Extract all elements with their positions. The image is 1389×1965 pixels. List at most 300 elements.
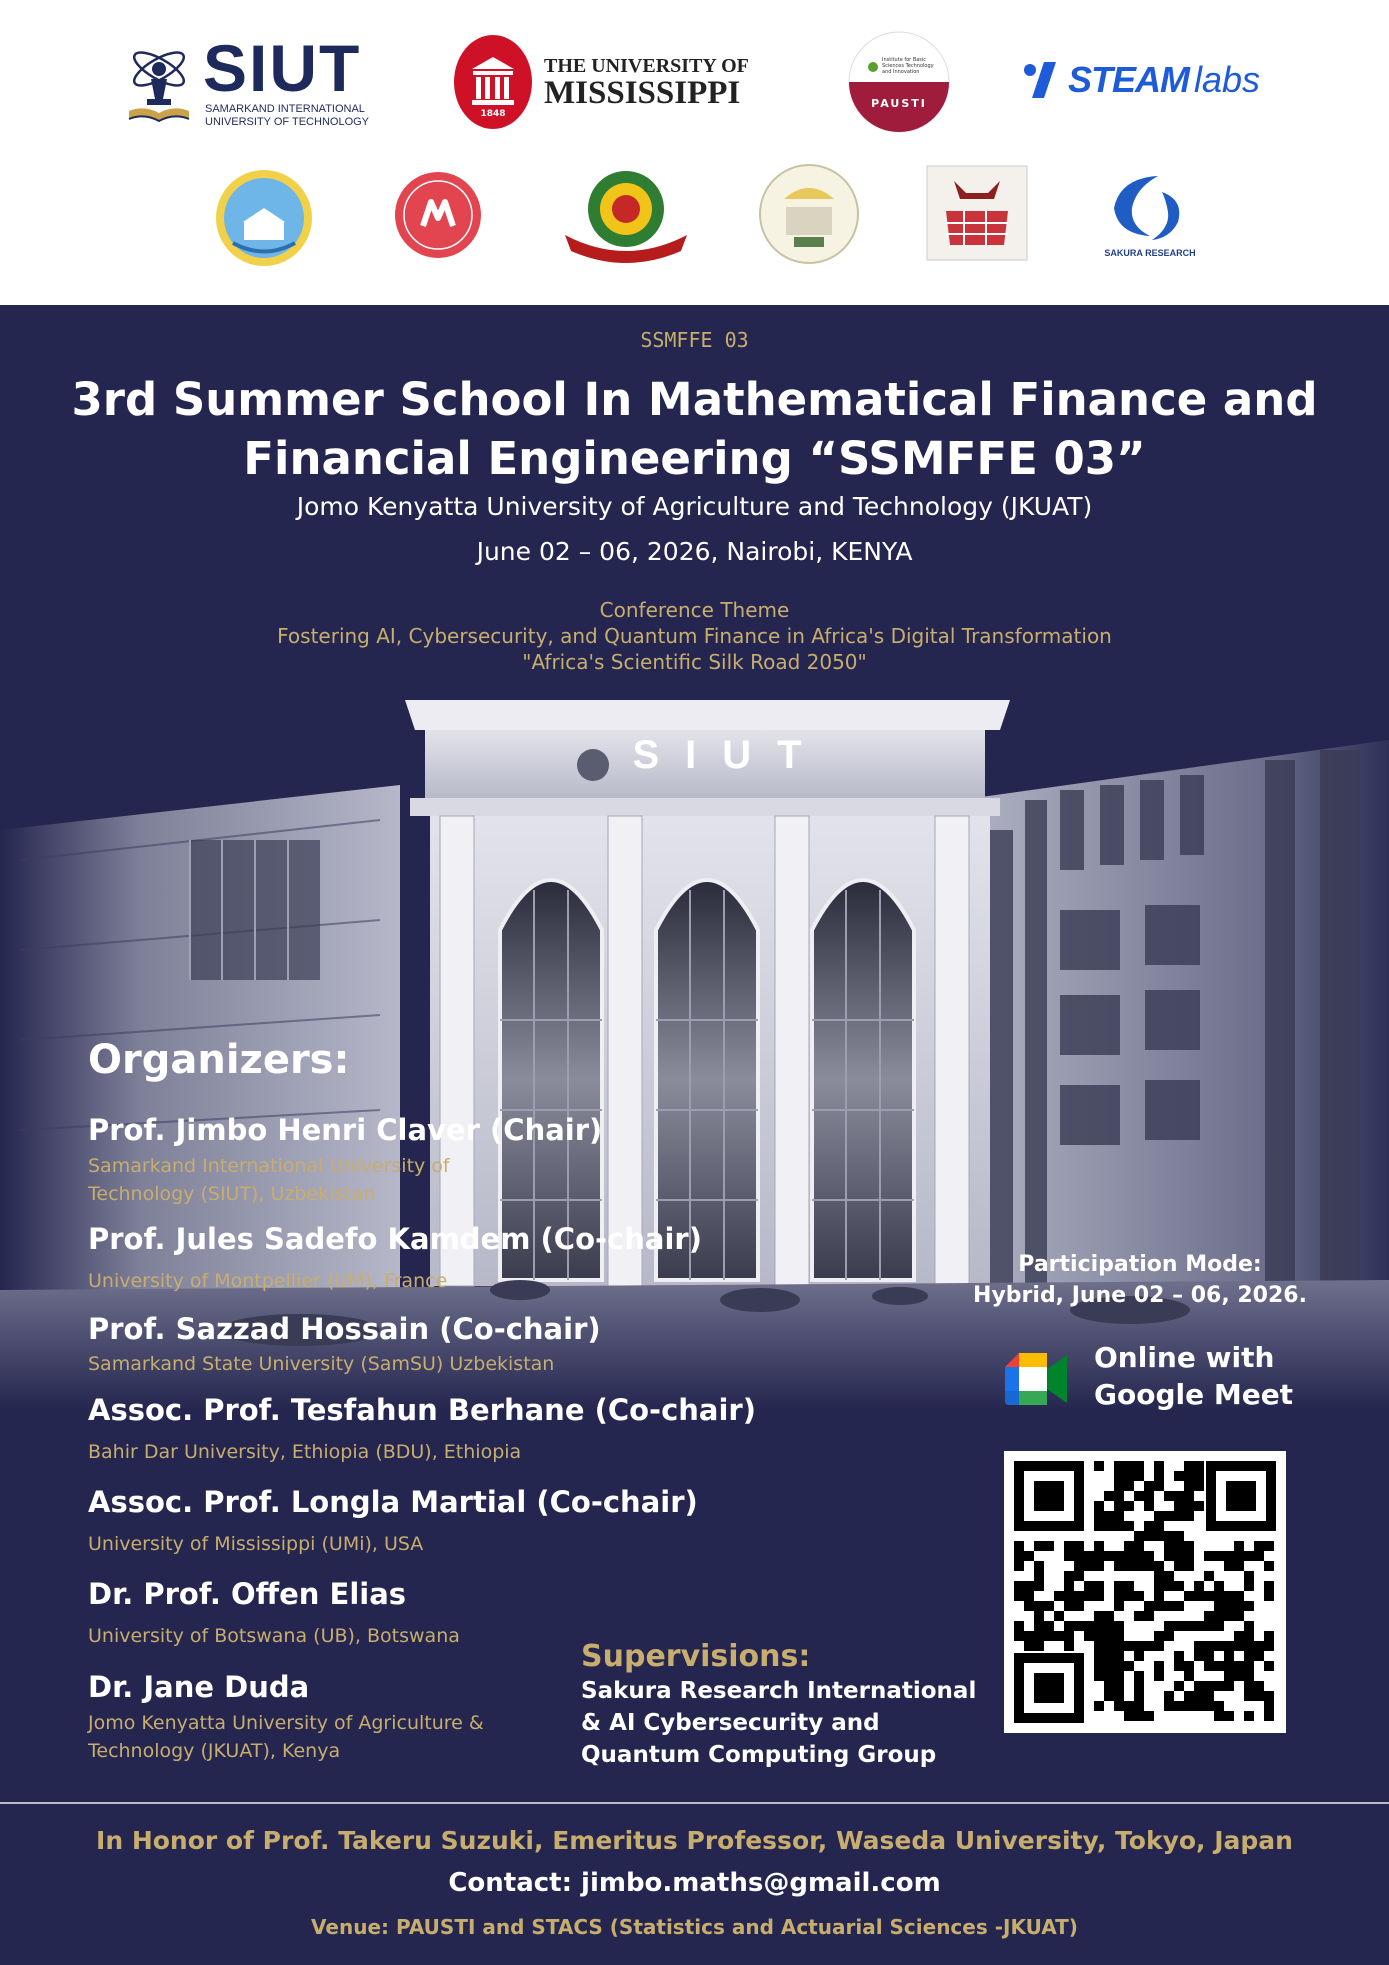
qr-module (1114, 1621, 1124, 1631)
steamlabs-logo (1022, 56, 1272, 106)
qr-module (1174, 1581, 1184, 1591)
qr-module (1134, 1531, 1144, 1541)
montpellier-seal-icon (393, 170, 483, 260)
qr-module (1054, 1631, 1064, 1641)
qr-module (1184, 1671, 1194, 1681)
honor-line: In Honor of Prof. Takeru Suzuki, Emeritus Professor, Waseda University, Tokyo, Japan (96, 1826, 1293, 1855)
qr-module (1024, 1591, 1034, 1601)
qr-module (1264, 1541, 1274, 1551)
qr-module (1204, 1611, 1214, 1621)
qr-module (1224, 1561, 1234, 1571)
qr-module (1154, 1671, 1164, 1681)
qr-module (1154, 1521, 1164, 1531)
qr-module (1214, 1601, 1224, 1611)
qr-module (1204, 1621, 1214, 1631)
organizer-2-affiliation: University of Montpellier (UM), France (88, 1270, 448, 1292)
qr-module (1244, 1661, 1254, 1671)
theme-label: Conference Theme (599, 598, 790, 622)
organizer-7-affiliation-line1: Jomo Kenyatta University of Agriculture & (88, 1712, 484, 1734)
qr-module (1174, 1501, 1184, 1511)
qr-module (1184, 1561, 1194, 1571)
qr-module (1164, 1691, 1174, 1701)
qr-module (1224, 1641, 1234, 1651)
qr-module (1174, 1561, 1184, 1571)
qr-module (1044, 1541, 1054, 1551)
qr-module (1224, 1551, 1234, 1561)
qr-module (1174, 1531, 1184, 1541)
qr-module (1174, 1511, 1184, 1521)
qr-module (1264, 1701, 1274, 1711)
qr-module (1134, 1541, 1144, 1551)
qr-module (1144, 1531, 1154, 1541)
sakura-text: SAKURA RESEARCH (1104, 248, 1196, 258)
qr-module (1184, 1541, 1194, 1551)
qr-module (1114, 1481, 1124, 1491)
qr-module (1024, 1641, 1034, 1651)
siut-subtitle-1: SAMARKAND INTERNATIONAL (205, 103, 365, 115)
qr-module (1184, 1501, 1194, 1511)
qr-module (1104, 1551, 1114, 1561)
qr-module (1064, 1621, 1074, 1631)
qr-module (1094, 1581, 1104, 1591)
qr-module (1144, 1611, 1154, 1621)
qr-module (1094, 1651, 1104, 1661)
qr-module (1094, 1561, 1104, 1571)
qr-module (1164, 1511, 1174, 1521)
qr-module (1124, 1551, 1134, 1561)
qr-module (1174, 1551, 1184, 1561)
qr-module (1084, 1591, 1094, 1601)
qr-module (1014, 1581, 1024, 1591)
venue-line: Venue: PAUSTI and STACS (Statistics and Actuarial Sciences -JKUAT) (311, 1915, 1078, 1939)
qr-module (1234, 1661, 1244, 1671)
organizer-7-name: Dr. Jane Duda (88, 1670, 310, 1704)
qr-module (1144, 1641, 1154, 1651)
qr-module (1234, 1561, 1244, 1571)
organizer-5-name: Assoc. Prof. Longla Martial (Co-chair) (88, 1485, 698, 1519)
qr-module (1114, 1551, 1124, 1561)
qr-module (1114, 1661, 1124, 1671)
qr-module (1154, 1471, 1164, 1481)
qr-module (1114, 1671, 1124, 1681)
qr-module (1114, 1601, 1124, 1611)
qr-module (1204, 1681, 1214, 1691)
qr-module (1174, 1701, 1184, 1711)
qr-module (1104, 1661, 1114, 1671)
qr-module (1134, 1701, 1144, 1711)
building-sign: SIUT (632, 733, 828, 777)
qr-module (1104, 1491, 1114, 1501)
steamlabs-italic: labs (1194, 59, 1261, 100)
qr-module (1194, 1691, 1204, 1701)
qr-module (1224, 1611, 1234, 1621)
qr-module (1114, 1471, 1124, 1481)
qr-module (1244, 1691, 1254, 1701)
qr-module (1134, 1471, 1144, 1481)
qr-module (1114, 1561, 1124, 1571)
qr-module (1014, 1631, 1024, 1641)
qr-module (1014, 1621, 1024, 1631)
qr-module (1114, 1651, 1124, 1661)
qr-module (1174, 1661, 1184, 1671)
university-seal-1-icon (213, 168, 315, 268)
qr-module (1164, 1581, 1174, 1591)
qr-module (1224, 1671, 1234, 1681)
qr-module (1094, 1511, 1104, 1521)
qr-module (1104, 1681, 1114, 1691)
qr-module (1034, 1611, 1044, 1621)
qr-module (1194, 1621, 1204, 1631)
qr-module (1144, 1561, 1154, 1571)
qr-module (1264, 1581, 1274, 1591)
qr-module (1144, 1601, 1154, 1611)
qr-module (1194, 1481, 1204, 1491)
qr-module (1224, 1651, 1234, 1661)
organizer-2-name: Prof. Jules Sadefo Kamdem (Co-chair) (88, 1222, 702, 1256)
supervisions-heading: Supervisions: (581, 1639, 811, 1674)
qr-module (1114, 1641, 1124, 1651)
qr-module (1064, 1631, 1074, 1641)
qr-module (1024, 1551, 1034, 1561)
qr-module (1254, 1651, 1264, 1661)
qr-module (1154, 1571, 1164, 1581)
qr-module (1184, 1691, 1194, 1701)
qr-module (1244, 1621, 1254, 1631)
qr-module (1164, 1601, 1174, 1611)
qr-module (1034, 1641, 1044, 1651)
qr-module (1234, 1611, 1244, 1621)
qr-module (1214, 1711, 1224, 1721)
qr-module (1094, 1611, 1104, 1621)
qr-module (1254, 1681, 1264, 1691)
qr-module (1254, 1551, 1264, 1561)
qr-module (1194, 1501, 1204, 1511)
qr-module (1234, 1601, 1244, 1611)
qr-module (1204, 1591, 1214, 1601)
google-meet-icon (1005, 1353, 1069, 1405)
supervisions-line3: Quantum Computing Group (581, 1742, 937, 1768)
qr-module (1114, 1521, 1124, 1531)
qr-module (1014, 1541, 1024, 1551)
qr-module (1114, 1631, 1124, 1641)
siut-title: SIUT (203, 31, 362, 105)
qr-module (1164, 1541, 1174, 1551)
organizer-3-name: Prof. Sazzad Hossain (Co-chair) (88, 1312, 601, 1346)
qr-module (1154, 1641, 1164, 1651)
sakura-logo (1100, 170, 1200, 265)
qr-module (1184, 1591, 1194, 1601)
qr-module (1134, 1671, 1144, 1681)
qr-module (1144, 1711, 1154, 1721)
qr-module (1264, 1711, 1274, 1721)
qr-module (1174, 1491, 1184, 1501)
qr-module (1224, 1601, 1234, 1611)
qr-module (1114, 1491, 1124, 1501)
poster-body (0, 305, 1389, 1965)
qr-code[interactable] (1004, 1451, 1286, 1733)
organizer-6-name: Dr. Prof. Offen Elias (88, 1577, 407, 1611)
qr-module (1204, 1701, 1214, 1711)
qr-module (1184, 1661, 1194, 1671)
qr-module (1244, 1571, 1254, 1581)
event-title-line2: Financial Engineering “SSMFFE 03” (243, 432, 1146, 485)
qr-module (1134, 1691, 1144, 1701)
qr-module (1064, 1641, 1074, 1651)
qr-module (1094, 1621, 1104, 1631)
qr-module (1104, 1691, 1114, 1701)
qr-module (1114, 1591, 1124, 1601)
qr-module (1174, 1681, 1184, 1691)
qr-module (1214, 1611, 1224, 1621)
qr-module (1064, 1541, 1074, 1551)
qr-module (1114, 1691, 1124, 1701)
qr-module (1124, 1541, 1134, 1551)
qr-module (1014, 1561, 1024, 1571)
qr-module (1234, 1541, 1244, 1551)
qr-module (1154, 1511, 1164, 1521)
qr-module (1084, 1581, 1094, 1591)
theme-line2: "Africa's Scientific Silk Road 2050" (522, 650, 867, 674)
qr-module (1184, 1701, 1194, 1711)
qr-module (1134, 1611, 1144, 1621)
qr-module (1174, 1621, 1184, 1631)
qr-module (1224, 1591, 1234, 1601)
qr-module (1244, 1711, 1254, 1721)
qr-module (1084, 1621, 1094, 1631)
qr-module (1124, 1521, 1134, 1531)
ole-miss-logo (452, 33, 782, 133)
siut-subtitle-2: UNIVERSITY OF TECHNOLOGY (205, 116, 370, 128)
organizer-1-affiliation-line1: Samarkand International University of (88, 1155, 450, 1177)
qr-module (1134, 1681, 1144, 1691)
qr-module (1244, 1601, 1254, 1611)
qr-module (1094, 1671, 1104, 1681)
qr-module (1104, 1621, 1114, 1631)
qr-module (1084, 1551, 1094, 1561)
qr-module (1164, 1491, 1174, 1501)
qr-module (1244, 1581, 1254, 1591)
qr-module (1184, 1481, 1194, 1491)
qr-module (1194, 1651, 1204, 1661)
qr-module (1224, 1681, 1234, 1691)
qr-module (1154, 1581, 1164, 1591)
qr-module (1094, 1661, 1104, 1671)
qr-module (1154, 1561, 1164, 1571)
qr-module (1144, 1501, 1154, 1511)
pausti-logo (848, 31, 950, 133)
organizers-heading: Organizers: (88, 1037, 350, 1083)
qr-module (1234, 1641, 1244, 1651)
qr-module (1084, 1631, 1094, 1641)
qr-module (1194, 1591, 1204, 1601)
organizer-1-name: Prof. Jimbo Henri Claver (Chair) (88, 1113, 603, 1147)
qr-module (1104, 1511, 1114, 1521)
qr-module (1134, 1651, 1144, 1661)
qr-module (1114, 1511, 1124, 1521)
qr-module (1064, 1581, 1074, 1591)
steamlabs-bold: STEAM (1068, 59, 1189, 100)
qr-module (1134, 1641, 1144, 1651)
qr-module (1104, 1521, 1114, 1531)
qr-module (1194, 1641, 1204, 1651)
qr-module (1224, 1711, 1234, 1721)
pausti-badge-icon (848, 31, 950, 133)
qr-module (1104, 1611, 1114, 1621)
organizer-7-affiliation-line2: Technology (JKUAT), Kenya (88, 1740, 341, 1762)
event-title-line1: 3rd Summer School In Mathematical Finance and (71, 373, 1318, 426)
footer-divider (0, 1802, 1389, 1804)
ole-miss-year: 1848 (480, 109, 506, 119)
qr-module (1124, 1481, 1134, 1491)
organizer-4-name: Assoc. Prof. Tesfahun Berhane (Co-chair) (88, 1393, 756, 1427)
qr-module (1124, 1581, 1134, 1591)
qr-module (1104, 1651, 1114, 1661)
qr-module (1104, 1641, 1114, 1651)
qr-module (1134, 1561, 1144, 1571)
logo-band (0, 0, 1389, 305)
qr-module (1054, 1611, 1064, 1621)
qr-module (1174, 1471, 1184, 1481)
qr-module (1214, 1591, 1224, 1601)
qr-module (1234, 1591, 1244, 1601)
qr-module (1194, 1461, 1204, 1471)
sakura-swoosh-icon (1100, 170, 1200, 246)
qr-module (1034, 1621, 1044, 1631)
qr-module (1074, 1551, 1084, 1561)
qr-module (1154, 1481, 1164, 1491)
qr-module (1164, 1571, 1174, 1581)
qr-module (1094, 1541, 1104, 1551)
qr-module (1094, 1701, 1104, 1711)
qr-module (1134, 1551, 1144, 1561)
qr-module (1114, 1501, 1124, 1511)
qr-module (1204, 1651, 1214, 1661)
siut-logo (125, 31, 385, 130)
qr-module (1164, 1701, 1174, 1711)
qr-module (1074, 1591, 1084, 1601)
qr-module (1094, 1551, 1104, 1561)
qr-module (1114, 1461, 1124, 1471)
qr-module (1024, 1631, 1034, 1641)
qr-module (1134, 1591, 1144, 1601)
qr-module (1164, 1531, 1174, 1541)
ole-miss-line1: THE UNIVERSITY OF (544, 55, 749, 77)
organizer-3-affiliation: Samarkand State University (SamSU) Uzbekistan (88, 1353, 555, 1375)
qr-module (1124, 1461, 1134, 1471)
qr-module (1184, 1621, 1194, 1631)
qr-module (1204, 1691, 1214, 1701)
qr-module (1044, 1621, 1054, 1631)
qr-module (1234, 1551, 1244, 1561)
qr-module (1094, 1631, 1104, 1641)
qr-module (1194, 1471, 1204, 1481)
host-university: Jomo Kenyatta University of Agriculture and Technology (JKUAT) (296, 492, 1093, 521)
theme-line1: Fostering AI, Cybersecurity, and Quantum Finance in Africa's Digital Transformation (277, 624, 1112, 648)
qr-module (1254, 1641, 1264, 1651)
qr-module (1154, 1531, 1164, 1541)
qr-module (1184, 1471, 1194, 1481)
qr-module (1124, 1641, 1134, 1651)
qr-module (1214, 1551, 1224, 1561)
qr-module (1144, 1551, 1154, 1561)
qr-module (1264, 1691, 1274, 1701)
qr-module (1244, 1551, 1254, 1561)
qr-module (1244, 1681, 1254, 1691)
qr-module (1194, 1701, 1204, 1711)
organizer-4-affiliation: Bahir Dar University, Ethiopia (BDU), Ethiopia (88, 1441, 522, 1463)
qr-module (1264, 1641, 1274, 1651)
qr-module (1064, 1571, 1074, 1581)
qr-module (1044, 1601, 1054, 1611)
qr-module (1094, 1461, 1104, 1471)
qr-module (1134, 1711, 1144, 1721)
steamlabs-mark-icon (1022, 58, 1062, 104)
qr-module (1034, 1601, 1044, 1611)
qr-module (1124, 1701, 1134, 1711)
qr-module (1204, 1641, 1214, 1651)
supervisions-line1: Sakura Research International (581, 1678, 977, 1704)
qr-module (1014, 1551, 1024, 1561)
qr-module (1254, 1541, 1264, 1551)
qr-module (1074, 1561, 1084, 1571)
online-line2: Google Meet (1094, 1378, 1294, 1411)
organizer-1-affiliation-line2: Technology (SIUT), Uzbekistan (88, 1183, 376, 1205)
qr-module (1044, 1631, 1054, 1641)
botswana-crest-icon (924, 163, 1030, 263)
qr-module (1164, 1631, 1174, 1641)
qr-module (1254, 1691, 1264, 1701)
qr-module (1164, 1551, 1174, 1561)
qr-module (1114, 1701, 1124, 1711)
qr-module (1214, 1661, 1224, 1671)
qr-module (1014, 1591, 1024, 1601)
qr-module (1144, 1521, 1154, 1531)
qr-module (1184, 1461, 1194, 1471)
qr-module (1264, 1661, 1274, 1671)
qr-module (1264, 1591, 1274, 1601)
qr-module (1124, 1711, 1134, 1721)
qr-module (1174, 1651, 1184, 1661)
qr-module (1054, 1591, 1064, 1601)
qr-module (1094, 1591, 1104, 1601)
qr-module (1264, 1631, 1274, 1641)
qr-module (1034, 1581, 1044, 1591)
qr-module (1114, 1581, 1124, 1591)
event-dates-place: June 02 – 06, 2026, Nairobi, KENYA (476, 537, 913, 566)
university-seal-2-icon (758, 163, 860, 265)
qr-module (1174, 1601, 1184, 1611)
qr-module (1094, 1501, 1104, 1511)
participation-label: Participation Mode: (1018, 1252, 1262, 1277)
qr-module (1214, 1581, 1224, 1591)
qr-module (1244, 1651, 1254, 1661)
qr-module (1124, 1471, 1134, 1481)
qr-module (1224, 1661, 1234, 1671)
qr-module (1234, 1631, 1244, 1641)
qr-module (1094, 1521, 1104, 1531)
qr-module (1124, 1661, 1134, 1671)
qr-module (1024, 1581, 1034, 1591)
qr-module (1234, 1671, 1244, 1681)
qr-module (1214, 1641, 1224, 1651)
qr-module (1034, 1571, 1044, 1581)
organizer-5-affiliation: University of Mississippi (UMi), USA (88, 1533, 424, 1555)
organizer-6-affiliation: University of Botswana (UB), Botswana (88, 1625, 460, 1647)
participation-mode: Hybrid, June 02 – 06, 2026. (973, 1283, 1307, 1308)
qr-module (1034, 1541, 1044, 1551)
qr-module (1184, 1491, 1194, 1501)
qr-module (1074, 1571, 1084, 1581)
